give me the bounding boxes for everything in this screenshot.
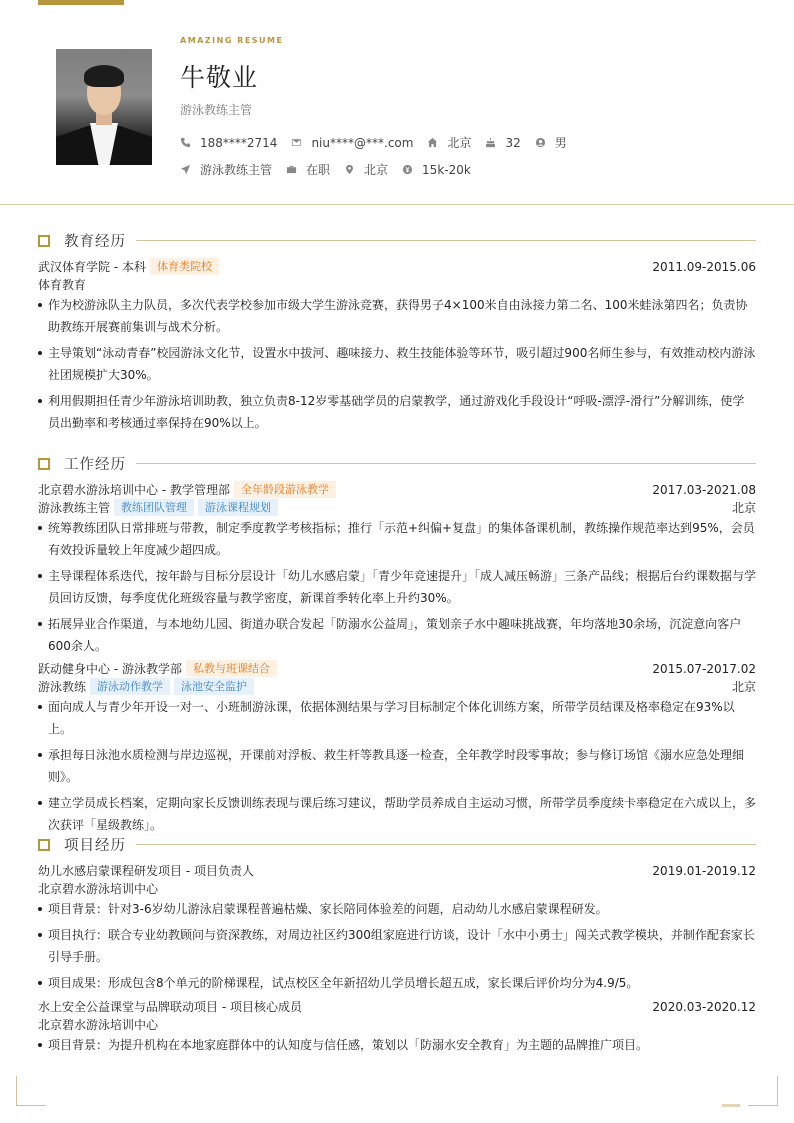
company-tag: 全年龄段游泳教学 (234, 481, 336, 498)
job-company-row (38, 660, 756, 677)
project-org-row (38, 880, 756, 897)
age-text: 32 (505, 135, 521, 150)
project-org: 北京碧水游泳培训中心 (38, 882, 159, 896)
school-name: 武汉体育学院 - 本科 (38, 260, 146, 274)
gender-icon (535, 137, 546, 148)
resume-header (0, 0, 794, 205)
project-date: 2020.03-2020.12 (652, 999, 756, 1014)
job-date: 2017.03-2021.08 (652, 482, 756, 497)
job-status-text: 在职 (306, 163, 331, 177)
email-text: niu****@***.com (311, 135, 414, 150)
job-role-row (38, 678, 756, 695)
education-bullets (38, 294, 756, 438)
major-name: 体育教育 (38, 278, 87, 292)
list-item: 拓展异业合作渠道，与本地幼儿园、街道办联合发起「防溺水公益周」，策划亲子水中趣味挑战赛，年均落地30余场，沉淀意向客户600余人。 (38, 613, 756, 657)
email-item (291, 136, 413, 150)
hometown-text: 北京 (447, 136, 472, 150)
target-city-item (344, 161, 388, 178)
project-bullets (38, 898, 756, 998)
list-item: 承担每日泳池水质检测与岸边巡视，开课前对浮板、救生杆等教具逐一检查，全年教学时段零事故；参与修订场馆《溺水应急处理细则》。 (38, 744, 756, 788)
list-item: 建立学员成长档案，定期向家长反馈训练表现与课后练习建议，帮助学员养成自主运动习惯，所带学员季度续卡率稳定在六成以上，多次获评「星级教练」。 (38, 792, 756, 836)
school-tag: 体育类院校 (150, 258, 219, 275)
job-role: 游泳教练 (38, 680, 87, 694)
job-role-row (38, 499, 756, 516)
cake-icon (485, 137, 496, 148)
job-company-row (38, 481, 756, 498)
education-date: 2011.09-2015.06 (652, 259, 756, 274)
gender-item (535, 134, 567, 151)
project-name-row (38, 998, 756, 1015)
list-item: 项目背景：为提升机构在本地家庭群体中的认知度与信任感，策划以「防溺水安全教育」为主题的品牌推广项目。 (38, 1034, 756, 1056)
section-divider (136, 844, 756, 845)
list-item: 项目执行：联合专业幼教顾问与资深教练，对周边社区约300组家庭进行访谈，设计「水中小勇士」闯关式教学模块，并制作配套家长引导手册。 (38, 924, 756, 968)
project-org-row (38, 1016, 756, 1033)
section-divider (136, 463, 756, 464)
project-bullets (38, 1034, 756, 1060)
role-tag: 游泳动作教学 (90, 678, 170, 695)
phone-icon (180, 137, 191, 148)
candidate-title: 游泳教练主管 (180, 103, 253, 117)
section-heading: 项目经历 (64, 838, 126, 854)
profile-photo (56, 49, 152, 165)
salary-item (402, 163, 471, 177)
list-item: 主导策划“泳动青春”校园游泳文化节，设置水中拔河、趣味接力、救生技能体验等环节，吸引超过900名师生参与，有效推动校内游泳社团规模扩大30%。 (38, 342, 756, 386)
company-name: 跃动健身中心 - 游泳教学部 (38, 662, 182, 676)
role-tag: 游泳课程规划 (198, 499, 278, 516)
contact-row (180, 134, 581, 151)
section-divider (136, 240, 756, 241)
gender-text: 男 (554, 136, 567, 150)
job-city: 北京 (731, 680, 756, 694)
phone-text: 188****2714 (200, 135, 278, 150)
list-item: 项目背景：针对3-6岁幼儿游泳启蒙课程普遍枯燥、家长陪同体验差的问题，启动幼儿水感启蒙课程研发。 (38, 898, 756, 920)
role-tag: 泳池安全监护 (174, 678, 254, 695)
target-position-item (180, 161, 272, 178)
project-org: 北京碧水游泳培训中心 (38, 1018, 159, 1032)
salary-icon (402, 164, 413, 175)
job-date: 2015.07-2017.02 (652, 661, 756, 676)
send-icon (180, 164, 191, 175)
education-major-row (38, 276, 756, 293)
candidate-name: 牛敬业 (180, 63, 259, 92)
job-city: 北京 (731, 501, 756, 515)
age-item (485, 136, 520, 150)
target-city-text: 北京 (364, 163, 389, 177)
list-item: 作为校游泳队主力队员，多次代表学校参加市级大学生游泳竞赛，获得男子4×100米自由泳接力第二名、100米蛙泳第四名；负责协助教练开展赛前集训与战术分析。 (38, 294, 756, 338)
section-marker (38, 458, 50, 470)
hometown-item (427, 134, 471, 151)
project-name: 幼儿水感启蒙课程研发项目 - 项目负责人 (38, 864, 254, 878)
location-pin-icon (344, 164, 355, 175)
projects-section-title (38, 834, 756, 855)
page-corner-bottom-left (16, 1076, 46, 1106)
job-status-item (286, 161, 330, 178)
job-role: 游泳教练主管 (38, 501, 111, 515)
section-heading: 教育经历 (64, 234, 126, 250)
page-corner-bottom-right (748, 1076, 778, 1106)
target-position-text: 游泳教练主管 (200, 163, 273, 177)
list-item: 利用假期担任青少年游泳培训助教，独立负责8-12岁零基础学员的启蒙教学，通过游戏化手段设计“呼吸-漂浮-滑行”分解训练，使学员出勤率和考核通过率保持在90%以上。 (38, 390, 756, 434)
company-name: 北京碧水游泳培训中心 - 教学管理部 (38, 483, 230, 497)
project-name: 水上安全公益课堂与品牌联动项目 - 项目核心成员 (38, 1000, 302, 1014)
project-date: 2019.01-2019.12 (652, 863, 756, 878)
job-intent-row (180, 161, 485, 178)
education-section-title (38, 230, 756, 251)
home-icon (427, 137, 438, 148)
list-item: 面向成人与青少年开设一对一、小班制游泳课，依据体测结果与学习目标制定个体化训练方案，所带学员结课及格率稳定在93%以上。 (38, 696, 756, 740)
section-marker (38, 839, 50, 851)
work-section-title (38, 453, 756, 474)
job-bullets (38, 696, 756, 840)
job-bullets (38, 517, 756, 661)
phone-item (180, 136, 277, 150)
list-item: 项目成果：形成包含8个单元的阶梯课程，试点校区全年新招幼儿学员增长超五成，家长课后评价均分为4.9/5。 (38, 972, 756, 994)
section-marker (38, 235, 50, 247)
company-tag: 私教与班课结合 (186, 660, 277, 677)
project-name-row (38, 862, 756, 879)
mail-icon (291, 137, 302, 148)
salary-text: 15k-20k (422, 162, 471, 177)
footer-accent-mark (722, 1104, 740, 1107)
briefcase-icon (286, 164, 297, 175)
brand-label: AMAZING RESUME (180, 36, 284, 45)
section-heading: 工作经历 (64, 457, 126, 473)
list-item: 统筹教练团队日常排班与带教，制定季度教学考核指标；推行「示范+纠偏+复盘」的集体备课机制，教练操作规范率达到95%，会员有效投诉量较上年度减少超四成。 (38, 517, 756, 561)
education-school-row (38, 258, 756, 275)
list-item: 主导课程体系迭代，按年龄与目标分层设计「幼儿水感启蒙」「青少年竞速提升」「成人减压畅游」三条产品线；根据后台约课数据与学员回访反馈，每季度优化班级容量与教学密度，新课首季转化率上升约30%。 (38, 565, 756, 609)
role-tag: 教练团队管理 (114, 499, 194, 516)
